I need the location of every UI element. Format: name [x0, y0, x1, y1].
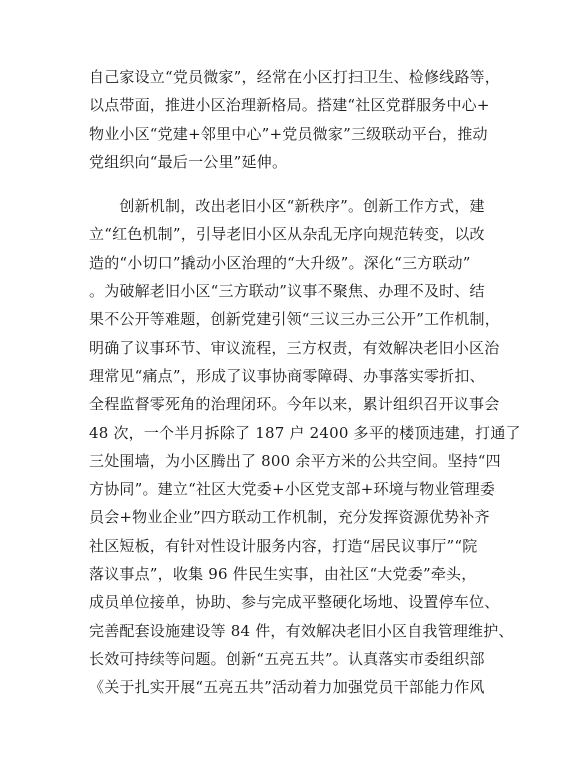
text-line: 物业小区“党建+邻里中心”+党员微家”三级联动平台，推动: [89, 124, 488, 143]
text-line: 社区短板，有针对性设计服务内容，打造“居民议事厅”“院: [89, 536, 478, 555]
text-line: 《关于扎实开展“五亮五共”活动着力加强党员干部能力作风: [89, 678, 485, 697]
text-line: 以点带面，推进小区治理新格局。搭建“社区党群服务中心+: [89, 96, 490, 115]
text-line: 立“红色机制”，引导老旧小区从杂乱无序向规范转变，以改: [89, 225, 485, 244]
text-line: 党组织向“最后一公里”延伸。: [89, 152, 288, 171]
text-line: 。为破解老旧小区“三方联动”议事不聚焦、办理不及时、结: [89, 282, 485, 301]
text-line: 果不公开等难题，创新党建引领“三议三办三公开”工作机制，: [89, 310, 500, 329]
paragraph-gap: [89, 176, 509, 192]
paragraph-2: [89, 192, 521, 701]
text-line: 自己家设立“党员微家”，经常在小区打扫卫生、检修线路等，: [89, 68, 500, 86]
text-line: 长效可持续等问题。创新“五亮五共”。认真落实市委组织部: [89, 649, 485, 668]
text-line: 明确了议事环节、审议流程，三方权责，有效解决老旧小区治: [89, 338, 500, 357]
text-line: 三处围墙，为小区腾出了 800 余平方米的公共空间。坚持“四: [89, 451, 501, 470]
body-text: [89, 63, 521, 702]
text-line: 造的“小切口”撬动小区治理的“大升级”。深化“三方联动”: [89, 253, 471, 272]
text-line: 理常见“痛点”，形成了议事协商零障碍、办事落实零折扣、: [89, 366, 485, 385]
text-line: 创新机制，改出老旧小区“新秩序”。创新工作方式，建: [89, 197, 485, 216]
text-line: 48 次，一个半月拆除了 187 户 2400 多平的楼顶违建，打通了: [89, 423, 521, 442]
text-line: 落议事点”，收集 96 件民生实事，由社区“大党委”牵头，: [89, 565, 477, 584]
text-line: 完善配套设施建设等 84 件，有效解决老旧小区自我管理维护、: [89, 621, 514, 640]
text-line: 员会+物业企业”四方联动工作机制，充分发挥资源优势补齐: [89, 508, 490, 527]
text-line: 成员单位接单，协助、参与完成平整硬化场地、设置停车位、: [89, 593, 500, 612]
text-line: 全程监督零死角的治理闭环。今年以来，累计组织召开议事会: [89, 395, 500, 414]
paragraph-1: [89, 63, 509, 176]
text-line: 方协同”。建立“社区大党委+小区党支部+环境与物业管理委: [89, 480, 496, 499]
